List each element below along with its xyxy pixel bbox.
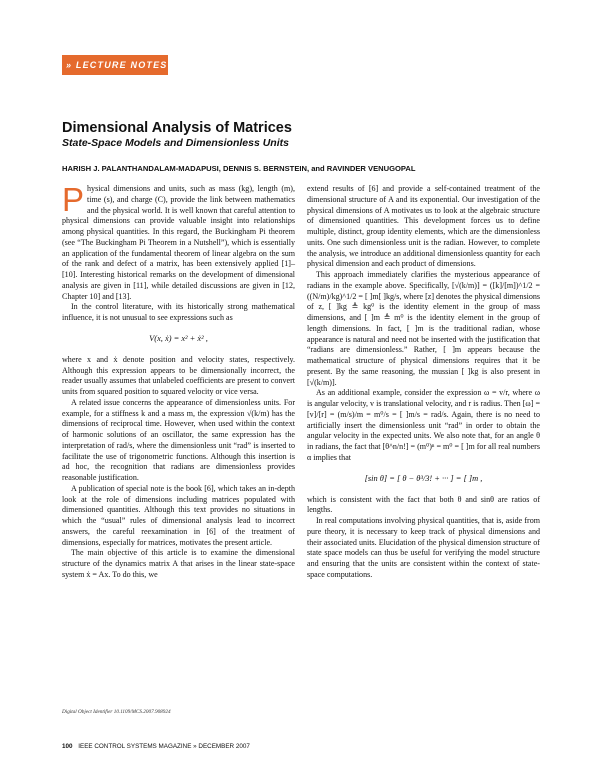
paragraph: In real computations involving physical quantities, that is, aside from pure theory, it is necessary to keep track of physical dimensions and their associated units. Elucidation of the physical dimension structure of state space models can thus be useful for verifying the model structure and ensuring that the units are consistent within the context of state-space computations. xyxy=(307,516,540,579)
text-column-right xyxy=(307,184,540,581)
paragraph: In the control literature, with its historically strong mathematical influence, it is not unusual to see expressions such as xyxy=(62,302,295,322)
banner-label: » LECTURE NOTES xyxy=(66,60,168,70)
text-column-left xyxy=(62,181,295,581)
paragraph: which is consistent with the fact that both θ and sinθ are ratios of lengths. xyxy=(307,494,540,515)
author-list: HARISH J. PALANTHANDALAM-MADAPUSI, DENNIS S. BERNSTEIN, and RAVINDER VENUGOPAL xyxy=(62,164,416,173)
journal-name: IEEE CONTROL SYSTEMS MAGAZINE » DECEMBER 2007 xyxy=(78,743,250,750)
paragraph: The main objective of this article is to examine the dimensional structure of the dynamics matrix A that arises in the linear state-space system ẋ = Ax. To do this, we xyxy=(62,548,295,579)
doi-note: Digital Object Identifier 10.1109/MCS.2007.908924 xyxy=(62,709,171,715)
lecture-notes-banner xyxy=(62,55,168,75)
paragraph: where x and ẋ denote position and velocity states, respectively. Although this expression appears to be dimensionally incorrect, the reader usually assumes that unlabeled coefficients are present to convert units from squared position to squared velocity or vice versa. xyxy=(62,354,295,396)
paragraph xyxy=(62,181,295,302)
paragraph: A publication of special note is the book [6], which takes an in-depth look at the role of dimensions including matrices populated with dimensioned quantities. Although this text provides no situations in which the “usual” rules of dimensional analysis lead to incorrect answers, the careful reexamination in [6] of the treatment of dimensions, especially for matrices, motivates the present article. xyxy=(62,483,295,547)
article-subtitle: State-Space Models and Dimensionless Units xyxy=(62,137,289,149)
paragraph: As an additional example, consider the expression ω = v/r, where ω is angular velocity, v is translational velocity, and r is radius. Then [ω] = [v]/[r] = (m/s)/m = m⁰/s = [ ]m/s = rad/s. Again, there is no need to artificially insert the dimensionless unit “rad” in order to obtain the angular velocity in the expected units. We also note that, for an angle θ in radians, the fact that [θ^n/n!] = (m⁰)ⁿ = m⁰ = [ ]m for all real numbers α implies that xyxy=(307,388,540,462)
paragraph-text: hysical dimensions and units, such as mass (kg), length (m), time (s), and charge (C), provide the link between mathematics and the physical world. It is well known that careful attention to physical dimensions can provide valuable insight into relationships among physical quantities. In this regard, the Buckingham Pi theorem (see “The Buckingham Pi Theorem in a Nutshell”), which is essentially an application of the fundamental theorem of linear algebra on the sum of the rank and defect of a matrix, has been extensively applied [1]–[10]. Interesting historical remarks on the development of dimensional analysis are given in [11], while detailed discussions are given in [12, Chapter 10] and [13]. xyxy=(62,184,295,301)
paragraph: extend results of [6] and provide a self-contained treatment of the dimensional structure of A and its exponential. Our investigation of the physical dimensions of A motivates us to look at the algebraic structure of dimensioned quantities. This development forces us to define multiple, distinct, group identity elements, which are the dimensionless units. One such dimensionless unit is the radian. However, to complete the analysis, we introduce an additional dimensionless quantity for each physical dimension and each product of dimensions. xyxy=(307,184,540,269)
page-footer xyxy=(62,743,250,750)
paragraph: This approach immediately clarifies the mysterious appearance of radians in the example above. Specifically, [√(k/m)] = ([k]/[m])^1/2 = ((N/m)/kg)^1/2 = [ ]m[ ]kg/s, where [z] denotes the physical dimensions of z, [ ]kg ≜ kg⁰ is the identity element in the group of mass dimensions, and [ ]m ≜ m⁰ is the identity element in the group of length dimensions. In fact, [ ]m is the traditional radian, whose appearance is natural and need not be inserted with the justification that “radians are dimensionless.” Rather, [ ]m appears because the mathematical structure of physical dimensions requires that it be present. By the same reasoning, the mussian [ ]kg is also present in [√(k/m)]. xyxy=(307,270,540,387)
equation: V(x, ẋ) = x² + ẋ² , xyxy=(149,333,208,343)
paragraph: A related issue concerns the appearance of dimensionless units. For example, for a stiffness k and a mass m, the expression √(k/m) has the dimensions of reciprocal time. However, when used within the context of harmonic solutions of an oscillator, the same expression has the interpretation of rad/s, where the dimensionless unit “rad” is inserted to facilitate the use of trigonometric functions. Although this insertion is ad hoc, the recognition that radians are dimensionless provides reasonable justification. xyxy=(62,397,295,482)
page-number: 100 xyxy=(62,743,73,750)
equation: [sin θ] = [ θ − θ³/3! + ··· ] = [ ]m , xyxy=(364,473,483,483)
drop-cap: P xyxy=(62,181,85,218)
article-title: Dimensional Analysis of Matrices xyxy=(62,120,292,136)
